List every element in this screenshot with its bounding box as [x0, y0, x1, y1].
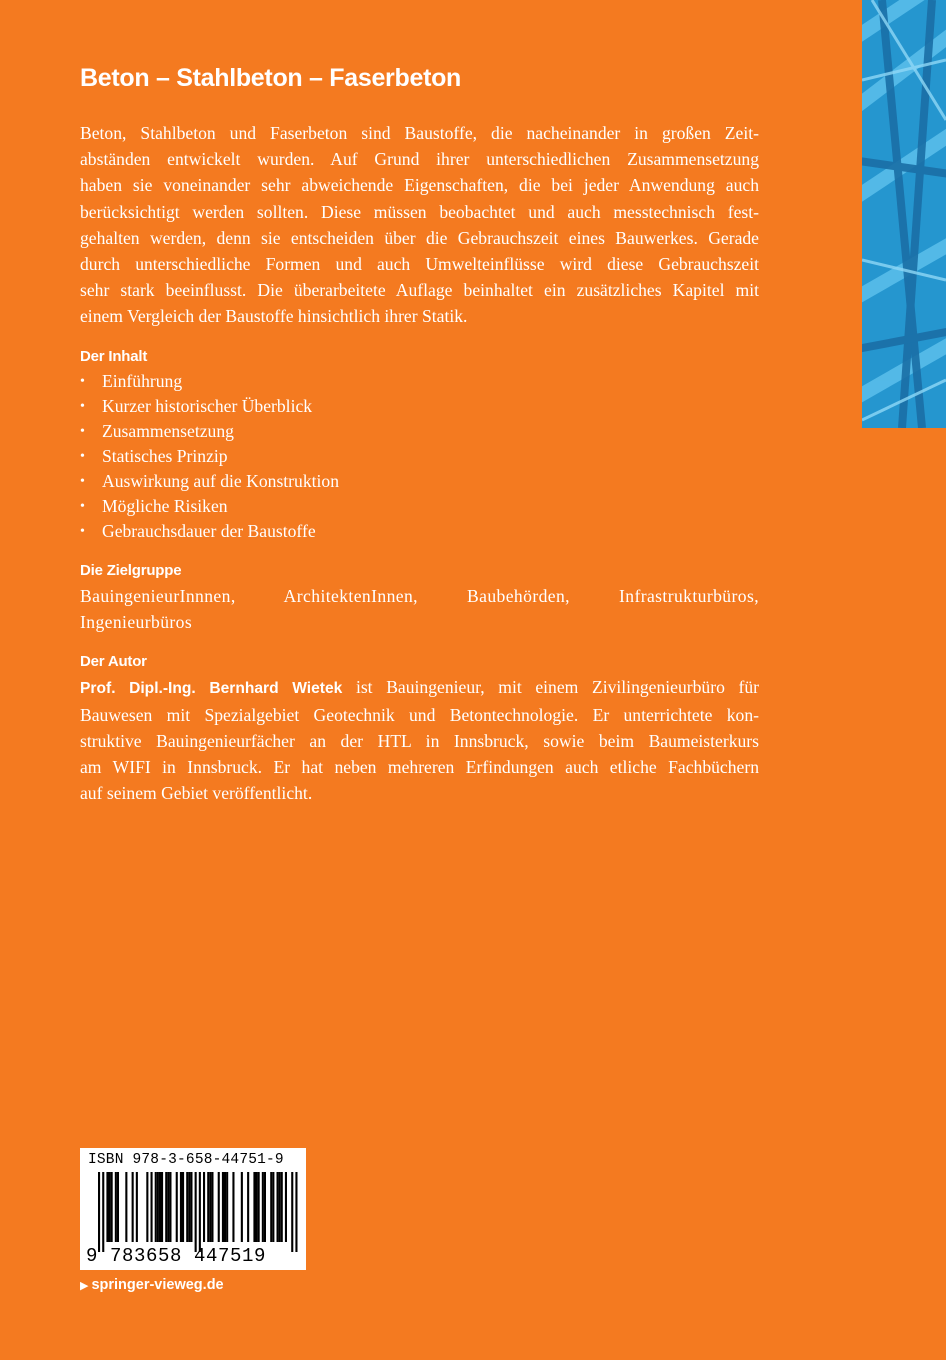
- book-title: Beton – Stahlbeton – Faserbeton: [80, 64, 462, 92]
- list-item: • Zusammensetzung: [80, 419, 759, 444]
- barcode-bar: [199, 1172, 201, 1252]
- publisher-website[interactable]: [80, 1277, 224, 1293]
- barcode-bar: [180, 1172, 182, 1242]
- barcode-bar: [167, 1172, 169, 1242]
- author-bio-line: auf seinem Gebiet veröffentlicht.: [80, 783, 313, 804]
- barcode-bar: [203, 1172, 205, 1242]
- description-line: durch unterschiedliche Formen und auch Umwelteinflüsse wird diese Gebrauchszeit: [80, 254, 759, 275]
- author-bio-line: am WIFI in Innsbruck. Er hat neben mehreren Erfindungen auch etliche Fachbüchern: [80, 757, 759, 778]
- barcode-bar: [247, 1172, 249, 1242]
- author-bio-line: [80, 674, 759, 702]
- barcode-bar: [211, 1172, 213, 1242]
- barcode-bar: [277, 1172, 279, 1242]
- barcode-bar: [226, 1172, 228, 1242]
- list-item: • Mögliche Risiken: [80, 494, 759, 519]
- barcode-bar: [115, 1172, 117, 1242]
- audience-line: BauingenieurInnnen, ArchitektenInnen, Baubehörden, Infrastrukturbüros,: [80, 585, 759, 606]
- barcode-digits: 9 783658 447519: [86, 1245, 267, 1267]
- barcode-bar: [159, 1172, 161, 1242]
- author-bio-line: struktive Bauingenieurfächer an der HTL in Innsbruck, sowie beim Baumeisterkurs: [80, 731, 759, 752]
- author-heading: Der Autor: [80, 652, 147, 670]
- barcode-bar: [165, 1172, 167, 1242]
- barcode-bar: [279, 1172, 281, 1242]
- list-item: • Statisches Prinzip: [80, 444, 759, 469]
- barcode-bar: [258, 1172, 260, 1242]
- contents-heading: Der Inhalt: [80, 347, 148, 365]
- barcode-bar: [264, 1172, 266, 1242]
- contents-list: [80, 369, 759, 544]
- barcode-bar: [155, 1172, 157, 1242]
- barcode-bar: [169, 1172, 171, 1242]
- list-item: • Auswirkung auf die Konstruktion: [80, 469, 759, 494]
- description-line: haben sie voneinander sehr abweichende Eigenschaften, die bei jeder Anwendung auch: [80, 175, 759, 196]
- audience-text: [80, 583, 759, 635]
- description-line: abständen entwickelt wurden. Auf Grund ihrer unterschiedlichen Zusammensetzung: [80, 149, 759, 170]
- isbn-barcode: [80, 1148, 306, 1270]
- cover-art-strip: [862, 0, 946, 428]
- barcode-bar: [256, 1172, 258, 1242]
- barcode-bar: [195, 1172, 197, 1252]
- barcode-bar: [285, 1172, 287, 1242]
- author-bio-first: ist Bauingenieur, mit einem Zivilingenieurbüro für: [342, 676, 760, 697]
- barcode-bar: [186, 1172, 188, 1242]
- description-line: einem Vergleich der Baustoffe hinsichtlich ihrer Statik.: [80, 306, 468, 327]
- barcode-bar: [136, 1172, 138, 1242]
- author-bio: [80, 674, 759, 807]
- barcode-bar: [98, 1172, 100, 1252]
- author-bio-line: Bauwesen mit Spezialgebiet Geotechnik und Betontechnologie. Er unterrichtete kon-: [80, 704, 759, 725]
- triangle-right-icon: ▶: [80, 1280, 89, 1292]
- barcode-bar: [117, 1172, 119, 1242]
- barcode-bar: [151, 1172, 153, 1242]
- barcode-bar: [291, 1172, 293, 1252]
- barcode-bar: [106, 1172, 108, 1242]
- barcode-bar: [270, 1172, 272, 1242]
- barcode-bar: [188, 1172, 190, 1242]
- barcode-bar: [207, 1172, 209, 1242]
- list-item: • Gebrauchsdauer der Baustoffe: [80, 519, 759, 544]
- barcode-bar: [262, 1172, 264, 1242]
- barcode-bar: [222, 1172, 224, 1242]
- barcode-bar: [157, 1172, 159, 1242]
- barcode-bar: [224, 1172, 226, 1242]
- description-line: sehr stark beeinflusst. Die überarbeitete Auflage beinhaltet ein zusätzliches Kapitel mit: [80, 280, 759, 301]
- barcode-bar: [102, 1172, 104, 1252]
- barcode-bar: [218, 1172, 220, 1242]
- barcode-bar: [111, 1172, 113, 1242]
- barcode-bar: [295, 1172, 297, 1252]
- barcode-bar: [182, 1172, 184, 1242]
- audience-line: Ingenieurbüros: [80, 611, 193, 632]
- barcode-bar: [253, 1172, 255, 1242]
- barcode-bar: [209, 1172, 211, 1242]
- list-item: • Kurzer historischer Überblick: [80, 394, 759, 419]
- website-label: springer-vieweg.de: [91, 1277, 224, 1293]
- barcode-bar: [190, 1172, 192, 1242]
- back-cover-text: [80, 120, 759, 807]
- audience-heading: Die Zielgruppe: [80, 561, 182, 579]
- barcode-bar: [176, 1172, 178, 1242]
- barcode-bar: [132, 1172, 134, 1242]
- description-line: Beton, Stahlbeton und Faserbeton sind Baustoffe, die nacheinander in großen Zeit-: [80, 123, 759, 143]
- barcode-bar: [109, 1172, 111, 1242]
- barcode-bar: [232, 1172, 234, 1242]
- author-name: Prof. Dipl.-Ing. Bernhard Wietek: [80, 679, 343, 697]
- description-line: berücksichtigt werden sollten. Diese müssen beobachtet und auch messtechnisch fest-: [80, 201, 759, 222]
- barcode-bar: [281, 1172, 283, 1242]
- list-item: • Einführung: [80, 369, 759, 394]
- barcode-bar: [161, 1172, 163, 1242]
- description-line: gehalten werden, denn sie entscheiden über die Gebrauchszeit eines Bauwerkes. Gerade: [80, 227, 759, 248]
- barcode-bar: [146, 1172, 148, 1242]
- barcode-bar: [241, 1172, 243, 1242]
- barcode-bar: [272, 1172, 274, 1242]
- barcode-bar: [125, 1172, 127, 1242]
- description: [80, 120, 759, 330]
- isbn-label: ISBN 978-3-658-44751-9: [88, 1152, 284, 1168]
